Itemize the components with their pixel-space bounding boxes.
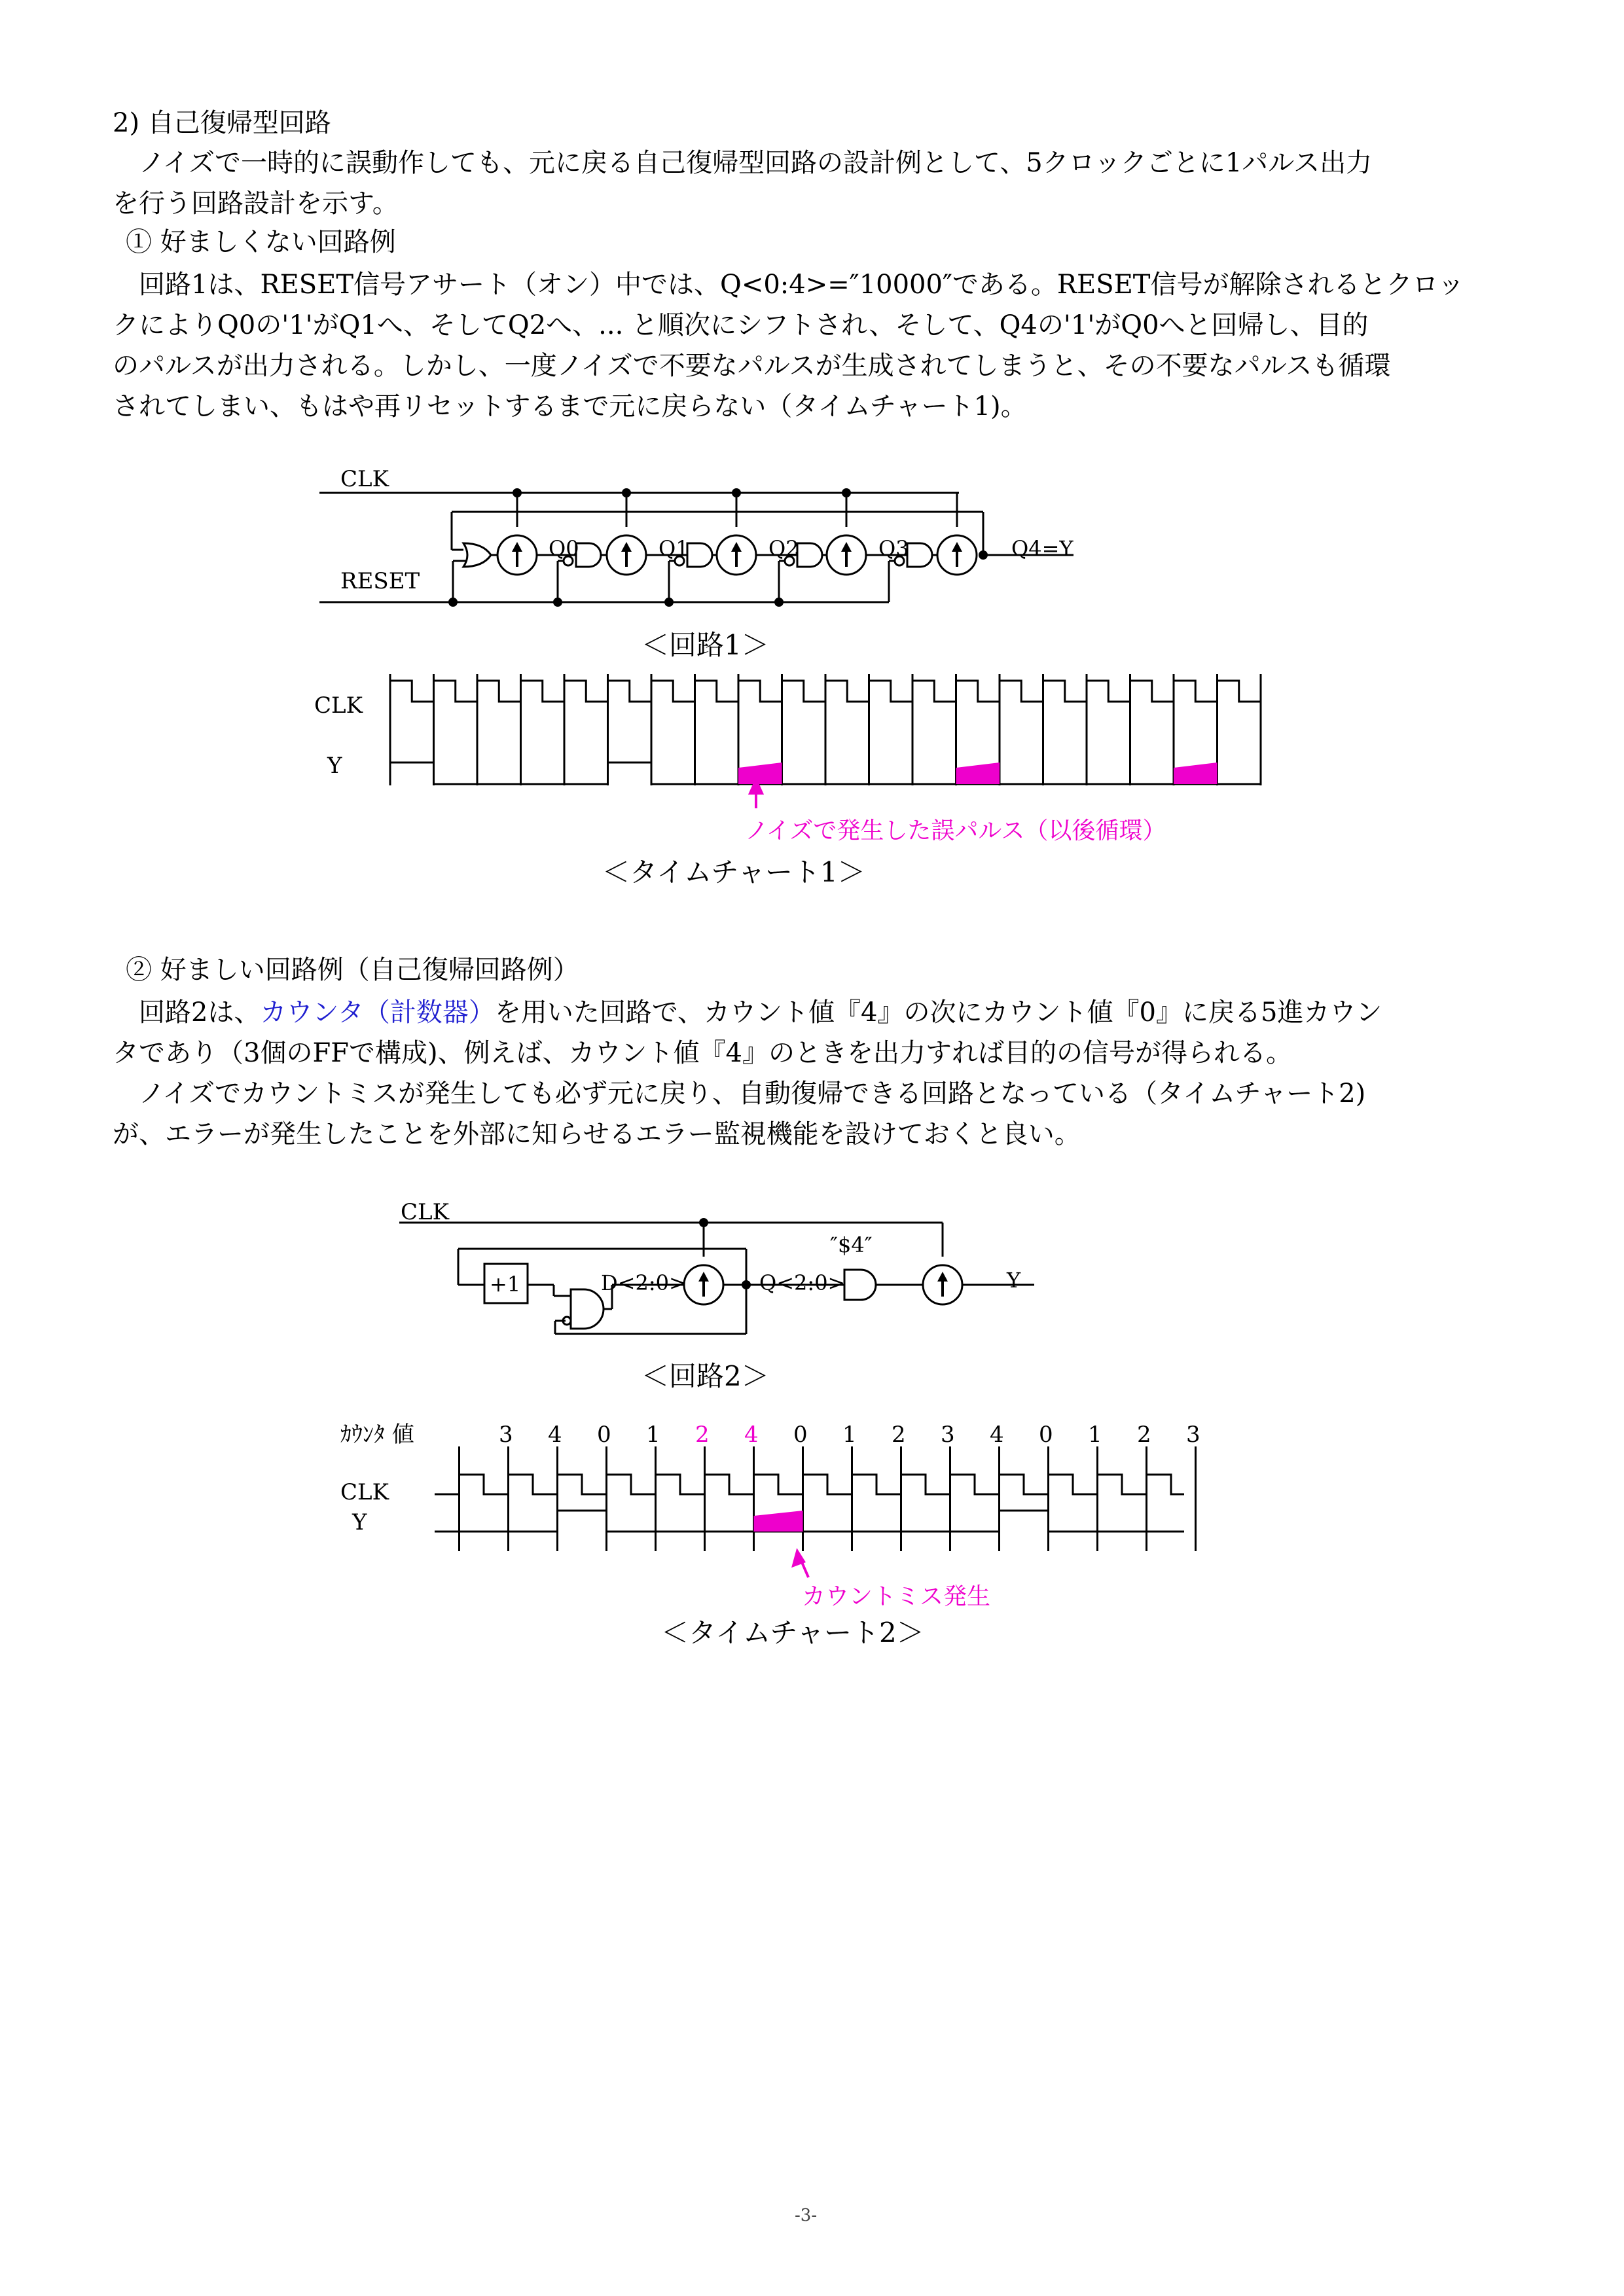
circuit1-output-label: Q4=Y (1011, 536, 1074, 561)
circuit2-caption: ＜回路2＞ (641, 1360, 769, 1392)
count-value: 0 (597, 1422, 611, 1448)
count-value: 2 (892, 1422, 906, 1448)
page-number: -3- (795, 2206, 818, 2225)
circuit1-q2-label: Q2 (768, 536, 799, 561)
chart1-caption: ＜タイムチャート1＞ (602, 856, 865, 888)
error-pulse-2 (754, 1511, 803, 1532)
example2-heading: ② 好ましい回路例（自己復帰回路例） (126, 955, 579, 985)
circuit1-clk-label: CLK (340, 466, 389, 492)
circuit1-reset-label: RESET (340, 568, 420, 594)
circuit1-q3-label: Q3 (878, 536, 909, 561)
count-value: 3 (499, 1422, 513, 1448)
count-value: 3 (1186, 1422, 1200, 1448)
count-value: 4 (744, 1422, 759, 1448)
chart1-clk-label: CLK (314, 692, 363, 719)
circuit2-plus-label: +1 (490, 1272, 521, 1297)
example2-text-pre: 回路2は、 (139, 997, 261, 1028)
circuit2-d-label: D<2:0> (601, 1270, 687, 1295)
count-value: 4 (548, 1422, 562, 1448)
circuit2-y-label: Y (1007, 1268, 1021, 1293)
circuit2-const-label: ″$4″ (830, 1232, 873, 1257)
miss-arrow (793, 1551, 808, 1577)
example1-heading: ① 好ましくない回路例 (126, 227, 396, 257)
chart1-y-label: Y (327, 753, 342, 779)
section-intro: ノイズで一時的に誤動作しても、元に戻る自己復帰型回路の設計例として、5クロックごとに1パルス出力 を行う回路設計を示す。 (113, 148, 1373, 219)
section-heading: 2) 自己復帰型回路 (113, 108, 331, 138)
chart2-clk-label: CLK (340, 1479, 389, 1505)
count-value: 2 (1137, 1422, 1151, 1448)
count-value: 1 (646, 1422, 660, 1448)
count-value: 3 (941, 1422, 955, 1448)
circuit1-q0-label: Q0 (549, 536, 579, 561)
y-waveform-2 (435, 1511, 1184, 1532)
example2-text-rest: タであり（3個のFFで構成)、例えば、カウント値『4』のときを出力すれば目的の信号が得られる。 ノイズでカウントミスが発生しても必ず元に戻り、自動復帰できる回路となっている（タイムチャート2) が、エラーが発生したことを外部に知らせるエラー監視機能を設けておくと良い。 (113, 1038, 1366, 1149)
count-value: 0 (1039, 1422, 1053, 1448)
chart2-y-label: Y (352, 1509, 367, 1535)
count-value: 2 (695, 1422, 710, 1448)
example1-text: 回路1は、RESET信号アサート（オン）中では、Q<0:4>=″10000″である。RESET信号が解除されるとクロッ クによりQ0の'1'がQ1へ、そしてQ2へ、... と順次にシフトされ、そして、Q4の'1'がQ0へと回帰し、目的 のパルスが出力される。しかし、一度ノイズで不要なパルスが生成されてしまうと、その不要なパルスも循環 されてしまい、もはや再リセットするまで元に戻らない（タイムチャート1)。 (113, 270, 1464, 422)
chart2-annotation: カウントミス発生 (802, 1583, 991, 1610)
count-value: 4 (990, 1422, 1004, 1448)
counter-link[interactable]: カウンタ（計数器） (260, 997, 495, 1028)
clk-waveform-2 (435, 1475, 1184, 1494)
count-value: 1 (1088, 1422, 1102, 1448)
chart1-annotation: ノイズで発生した誤パルス（以後循環） (745, 817, 1166, 844)
circuit2-q-label: Q<2:0> (759, 1270, 846, 1295)
count-value: 1 (842, 1422, 857, 1448)
count-value: 0 (793, 1422, 808, 1448)
circuit1-caption: ＜回路1＞ (641, 629, 769, 661)
chart2-caption: ＜タイムチャート2＞ (661, 1617, 924, 1649)
chart2-count-label: ｶｳﾝﾀ 値 (340, 1422, 414, 1448)
circuit2-clk-label: CLK (401, 1199, 449, 1225)
circuit1-q1-label: Q1 (659, 536, 689, 561)
example2-text-post: を用いた回路で、カウント値『4』の次にカウント値『0』に戻る5進カウン (494, 997, 1382, 1028)
